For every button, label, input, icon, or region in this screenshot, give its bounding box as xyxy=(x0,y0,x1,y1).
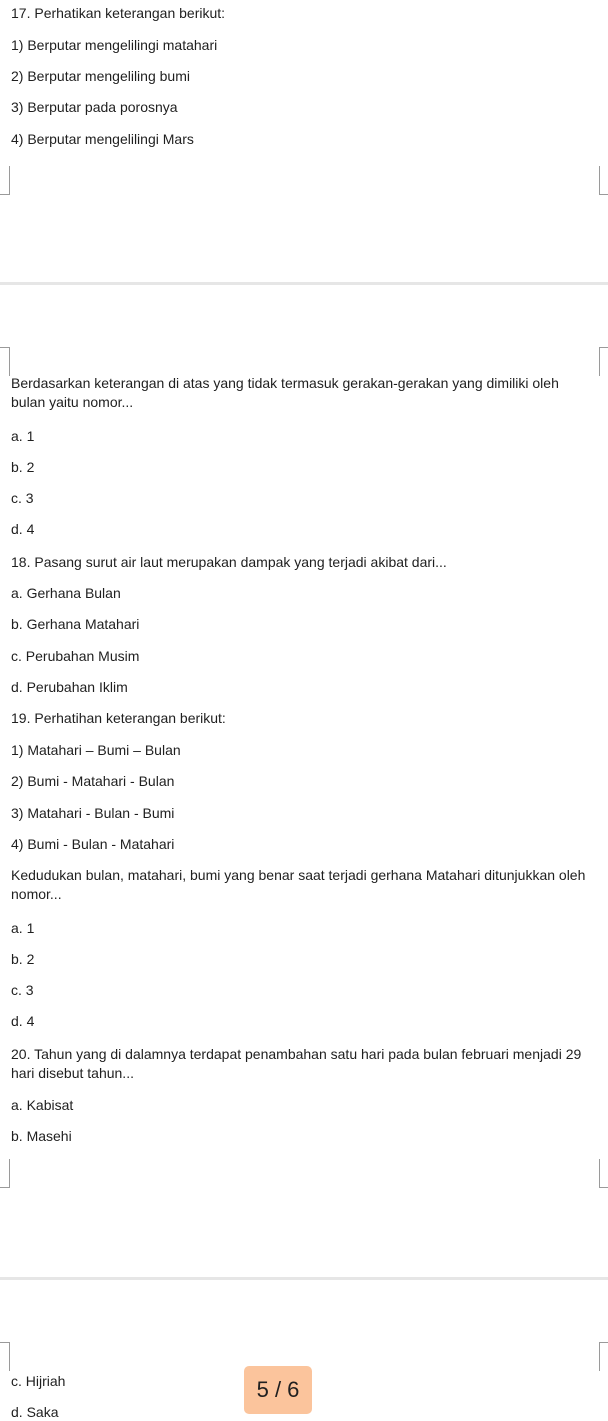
q20-option-a[interactable]: a. Kabisat xyxy=(11,1097,74,1113)
q18-option-c[interactable]: c. Perubahan Musim xyxy=(11,648,140,664)
q18-option-a[interactable]: a. Gerhana Bulan xyxy=(11,585,121,601)
q17-intro: 17. Perhatikan keterangan berikut: xyxy=(11,5,226,21)
page-corner-top-right xyxy=(599,1342,608,1371)
q20-option-b[interactable]: b. Masehi xyxy=(11,1128,72,1144)
q17-item-1: 1) Berputar mengelilingi matahari xyxy=(11,37,218,53)
q19-question: Kedudukan bulan, matahari, bumi yang benar saat terjadi gerhana Matahari ditunjukkan oleh nomor... xyxy=(11,867,586,902)
page-separator xyxy=(0,282,608,285)
q18-question: 18. Pasang surut air laut merupakan dampak yang terjadi akibat dari... xyxy=(11,554,447,570)
q18-option-d[interactable]: d. Perubahan Iklim xyxy=(11,679,128,695)
q20-option-d[interactable]: d. Saka xyxy=(11,1404,59,1420)
page-corner-top-left xyxy=(0,1342,10,1371)
q19-item-1: 1) Matahari – Bumi – Bulan xyxy=(11,742,181,758)
q17-item-3: 3) Berputar pada porosnya xyxy=(11,99,178,115)
q19-item-4: 4) Bumi - Bulan - Matahari xyxy=(11,836,175,852)
q20-option-c[interactable]: c. Hijriah xyxy=(11,1373,66,1389)
q17-question: Berdasarkan keterangan di atas yang tidak termasuk gerakan-gerakan yang dimiliki oleh bulan yaitu nomor... xyxy=(11,375,559,410)
page-corner-bottom-right xyxy=(599,1159,608,1188)
q19-item-3: 3) Matahari - Bulan - Bumi xyxy=(11,805,175,821)
page-indicator xyxy=(244,1366,312,1414)
q17-option-d[interactable]: d. 4 xyxy=(11,521,35,537)
q19-intro: 19. Perhatihan keterangan berikut: xyxy=(11,710,226,726)
q17-item-4: 4) Berputar mengelilingi Mars xyxy=(11,131,194,147)
page-corner-top-left xyxy=(0,347,10,376)
page-corner-bottom-left xyxy=(0,1159,10,1188)
q19-option-c[interactable]: c. 3 xyxy=(11,982,34,998)
page-separator xyxy=(0,1277,608,1280)
q17-option-a[interactable]: a. 1 xyxy=(11,428,35,444)
q19-option-d[interactable]: d. 4 xyxy=(11,1013,35,1029)
q17-option-c[interactable]: c. 3 xyxy=(11,490,34,506)
q19-option-a[interactable]: a. 1 xyxy=(11,920,35,936)
page-corner-top-right xyxy=(599,347,608,376)
page-corner-bottom-right xyxy=(599,166,608,195)
q19-option-b[interactable]: b. 2 xyxy=(11,951,35,967)
page-indicator-label: 5 / 6 xyxy=(256,1377,300,1402)
q17-item-2: 2) Berputar mengeliling bumi xyxy=(11,68,190,84)
q20-question: 20. Tahun yang di dalamnya terdapat penambahan satu hari pada bulan februari menjadi 29 hari disebut tahun... xyxy=(11,1046,582,1081)
q19-item-2: 2) Bumi - Matahari - Bulan xyxy=(11,773,175,789)
q18-option-b[interactable]: b. Gerhana Matahari xyxy=(11,616,140,632)
page-corner-bottom-left xyxy=(0,166,10,195)
q17-option-b[interactable]: b. 2 xyxy=(11,459,35,475)
